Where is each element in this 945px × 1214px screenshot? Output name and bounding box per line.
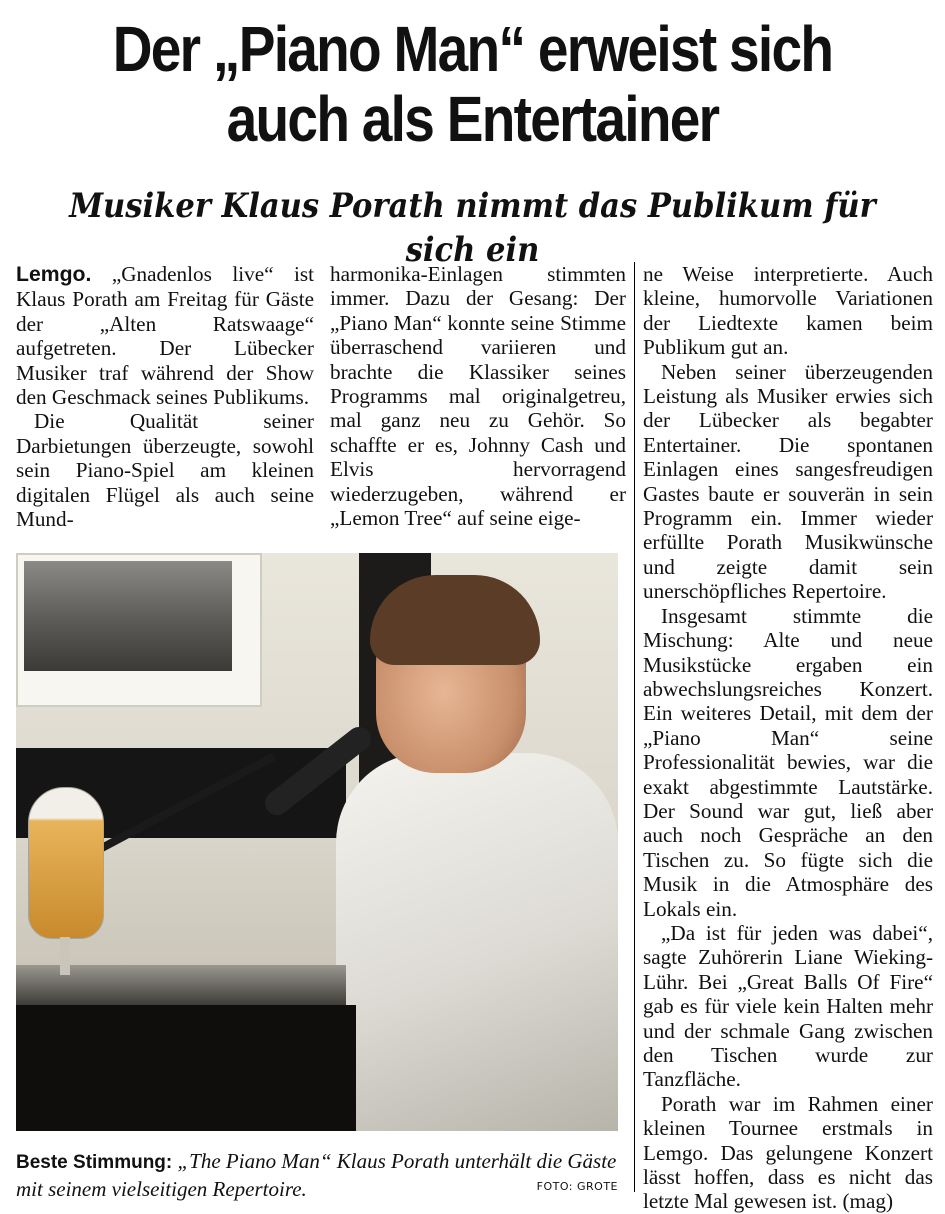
dateline: Lemgo. <box>16 263 92 286</box>
headline-line-1: Der „Piano Man“ erweist sich <box>112 13 833 85</box>
paragraph: ne Weise interpretierte. Auch kleine, humorvolle Variationen der Liedtexte kamen beim Publikum gut an. <box>643 262 933 360</box>
beer-glass-stem <box>60 937 70 975</box>
paragraph: Neben seiner überzeugenden Leistung als Musiker erwies sich der Lübecker als begabter Entertainer. Die spontanen Einlagen eines sangesfreudigen Gastes baute er souverän in sein Programm ein. Immer wieder erfüllte Porath Musikwünsche und zeigte damit sein unerschöpfliches Repertoire. <box>643 359 933 604</box>
beer-glass <box>28 787 104 939</box>
performer-shirt <box>336 753 618 1131</box>
piano-body <box>16 1005 356 1131</box>
paragraph: Die Qualität seiner Darbietungen überzeugte, sowohl sein Piano-Spiel am kleinen digitalen Flügel als auch seine Mund- <box>16 409 314 532</box>
article-column-1 <box>16 262 314 531</box>
article-column-2 <box>330 262 626 530</box>
performer-hair <box>370 575 540 665</box>
paragraph-text: „Gnadenlos live“ ist Klaus Porath am Freitag für Gäste der „Alten Ratswaage“ aufgetreten. Der Lübecker Musiker traf während der Show den Geschmack seines Publikums. <box>16 262 314 410</box>
paragraph: Porath war im Rahmen einer kleinen Tournee erstmals in Lemgo. Das gelungene Konzert lässt hoffen, dass es nicht das letzte Mal gewesen ist. (mag) <box>643 1091 933 1214</box>
wall-picture-frame <box>16 553 262 707</box>
headline-line-2: auch als Entertainer <box>226 83 719 155</box>
caption-text: „The Piano Man“ Klaus Porath unterhält die Gäste mit seinem vielseitigen Repertoire. <box>16 1149 617 1201</box>
photo-caption <box>16 1148 618 1203</box>
subheadline: Musiker Klaus Porath nimmt das Publikum für sich ein <box>69 186 876 270</box>
paragraph: Insgesamt stimmte die Mischung: Alte und neue Musikstücke ergaben ein abwechslungsreiches Konzert. Ein weiteres Detail, mit dem der „Piano Man“ seine Professionalität bewies, war die exakt abgestimmte Lautstärke. Der Sound war gut, ließ aber auch noch Gespräche an den Tischen zu. So fügte sich die Musik in die Atmosphäre des Lokals ein. <box>643 603 933 921</box>
article-column-3 <box>643 262 933 1214</box>
paragraph <box>16 262 314 409</box>
article-photo <box>16 553 618 1131</box>
photo-credit: FOTO: GROTE <box>536 1180 618 1193</box>
headline <box>66 14 879 154</box>
paragraph: „Da ist für jeden was dabei“, sagte Zuhörerin Liane Wieking-Lühr. Bei „Great Balls Of Fire“ gab es für viele kein Halten mehr und der schmale Gang zwischen den Tischen wurde zur Tanzfläche. <box>643 920 933 1092</box>
paragraph: harmonika-Einlagen stimmten immer. Dazu der Gesang: Der „Piano Man“ konnte seine Stimme überraschend variieren und brachte die Klassiker seines Programms mal originalgetreu, mal ganz neu zu Gehör. So schaffte er es, Johnny Cash und Elvis hervorragend wiederzugeben, während er „Lemon Tree“ auf seine eige- <box>330 262 626 531</box>
column-divider <box>634 262 635 1192</box>
caption-label: Beste Stimmung: <box>16 1152 173 1173</box>
wall-picture <box>24 561 232 671</box>
